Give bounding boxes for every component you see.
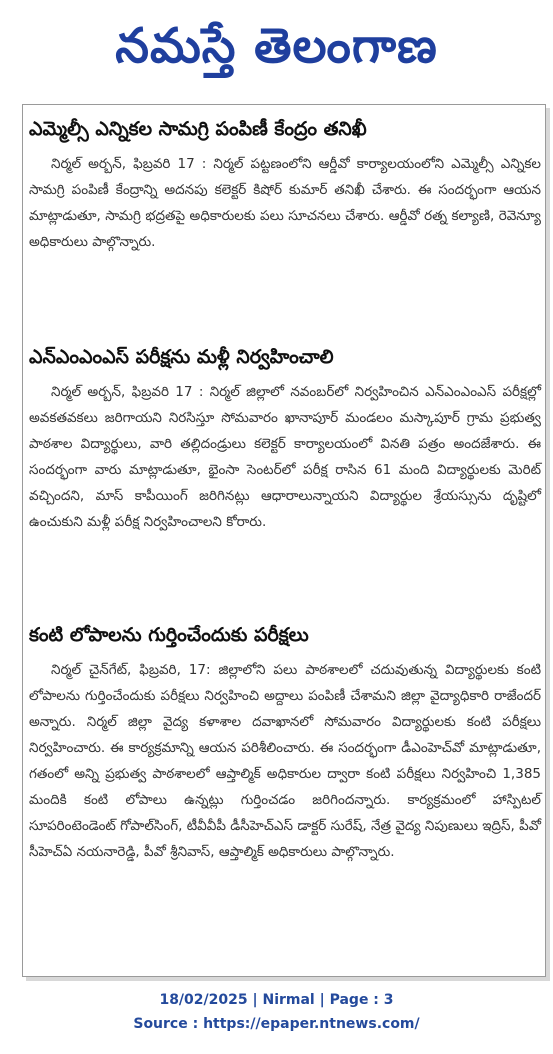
article-body: నిర్మల్ అర్బన్, ఫిబ్రవరి 17 : నిర్మల్ పట్టణంలోని ఆర్డీవో కార్యాలయంలోని ఎమ్మెల్సీ ఎన్నికల సామగ్రి పంపిణీ కేంద్రాన్ని అదనపు కలెక్టర్ కిషోర్ కుమార్ తనిఖీ చేశారు. ఈ సందర్భంగా ఆయన మాట్లాడుతూ, సామగ్రి భద్రతపై అధికారులకు పలు సూచనలు చేశారు. ఆర్డీవో రత్న కల్యాణి, రెవెన్యూ అధికారులు పాల్గొన్నారు. [29, 156, 541, 250]
article-eye-tests [29, 621, 541, 865]
article-body: నిర్మల్ అర్బన్, ఫిబ్రవరి 17 : నిర్మల్ జిల్లాలో నవంబర్‌లో నిర్వహించిన ఎన్ఎంఎంఎస్ పరీక్షల్లో అవకతవకలు జరిగాయని నిరసిస్తూ సోమవారం ఖానాపూర్ మండలం మస్కాపూర్ గ్రామ ప్రభుత్వ పాఠశాల విద్యార్థులు, వారి తల్లిదండ్రులు కలెక్టర్ కార్యాలయంలో వినతి పత్రం అందజేశారు. ఈ సందర్భంగా వారు మాట్లాడుతూ, భైంసా సెంటర్‌లో పరీక్ష రాసిన 61 మంది విద్యార్థులకు మెరిట్ వచ్చిందని, మాస్ కాపీయింగ్ జరిగినట్లు ఆధారాలున్నాయని విద్యార్థుల శ్రేయస్సును దృష్టిలో ఉంచుకుని మళ్లీ పరీక్ష నిర్వహించాలని కోరారు. [29, 384, 541, 530]
article-headline: ఎమ్మెల్సీ ఎన్నికల సామగ్రి పంపిణీ కేంద్రం తనిఖీ [29, 118, 367, 140]
news-clipping [22, 104, 546, 977]
article-nmms-exam [29, 343, 541, 535]
newspaper-logo: నమస్తే తెలంగాణ [115, 18, 438, 74]
masthead [0, 0, 553, 100]
article-headline: కంటి లోపాలను గుర్తించేందుకు పరీక్షలు [29, 624, 309, 646]
article-mlc-election-inspection [29, 115, 541, 255]
footer-date-page: 18/02/2025 | Nirmal | Page : 3 [159, 992, 394, 1008]
article-headline: ఎన్ఎంఎంఎస్ పరీక్షను మళ్లీ నిర్వహించాలి [29, 346, 334, 368]
footer-source: Source : https://epaper.ntnews.com/ [133, 1016, 420, 1032]
article-body: నిర్మల్ చైన్‌గేట్, ఫిబ్రవరి, 17: జిల్లాలోని పలు పాఠశాలలో చదువుతున్న విద్యార్థులకు కంటి లోపాలను గుర్తించేందుకు పరీక్షలు నిర్వహించి అద్దాలు పంపిణీ చేశామని జిల్లా వైద్యాధికారి రాజేందర్ అన్నారు. నిర్మల్ జిల్లా వైద్య కళాశాల దవాఖానలో సోమవారం విద్యార్థులకు కంటి పరీక్షలు నిర్వహించారు. ఈ కార్యక్రమాన్ని ఆయన పరిశీలించారు. ఈ సందర్భంగా డీఎంహెచ్‌వో మాట్లాడుతూ, గతంలో అన్ని ప్రభుత్వ పాఠశాలలో ఆప్తాల్మిక్ అధికారుల ద్వారా కంటి పరీక్షలు నిర్వహించి 1,385 మందికి కంటి లోపాలు ఉన్నట్లు గుర్తించడం జరిగిందన్నారు. కార్యక్రమంలో హాస్పిటల్ సూపరింటెండెంట్ గోపాల్‌సింగ్, టీవీవీపీ డీసీహెచ్ఎస్ డాక్టర్ సురేష్, నేత్ర వైద్య నిపుణులు ఇద్రిస్, పీవో సీహెచ్‌ఏ నయనారెడ్డి, పీవో శ్రీనివాస్, ఆప్తాల్మిక్ అధికారులు పాల్గొన్నారు. [29, 662, 541, 860]
